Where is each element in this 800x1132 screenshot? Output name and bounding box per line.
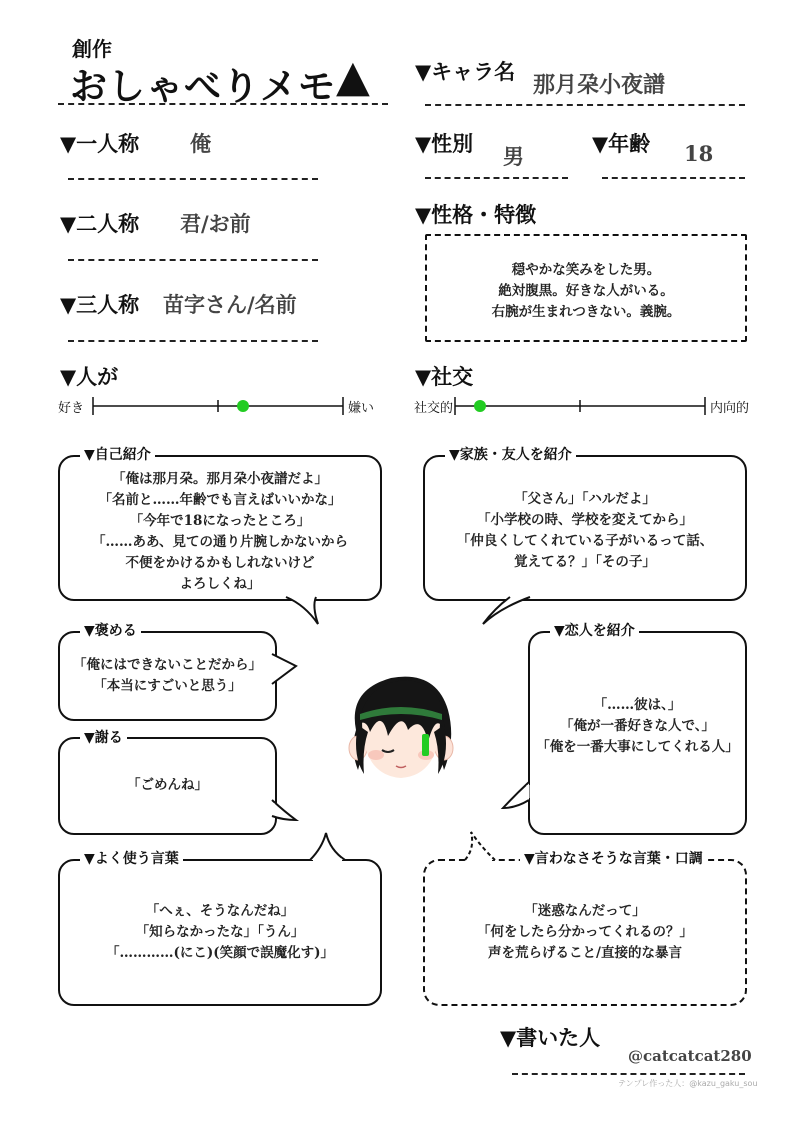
lover-title: ▼恋人を紹介 — [550, 620, 639, 640]
intro-text: 「俺は那月朶。那月朶小夜譜だよ」 「名前と……年齢でも言えばいいかな」 「今年で18になったところ」 「……ああ、見ての通り片腕しかないから 不便をかけるかもしれないけど よろしくね」 — [92, 471, 348, 592]
character-portrait — [336, 670, 466, 790]
header-triangle: ▲ — [336, 51, 370, 102]
gender-value: 男 — [503, 144, 524, 169]
family-text: 「父さん」「ハルだよ」 「小学校の時、学校を変えてから」 「仲良くしてくれている子がいるって話、 覚えてる？」「その子」 — [456, 491, 714, 570]
never-text: 「迷惑なんだって」 「何をしたら分かってくれるの？」 声を荒らげること/直接的な暴言 — [477, 903, 693, 961]
third-person-label: ▼三人称 — [60, 293, 140, 317]
people-scale-label: ▼人が — [60, 365, 119, 389]
first-person-value: 俺 — [190, 131, 211, 156]
apology-text: 「ごめんね」 — [127, 777, 208, 793]
author-label: ▼書いた人 — [500, 1026, 601, 1050]
lover-text: 「……彼は、」 「俺が一番好きな人で、」 「俺を一番大事にしてくれる人」 — [536, 697, 739, 755]
praise-text: 「俺にはできないことだから」 「本当にすごいと思う」 — [73, 657, 262, 694]
people-scale-right: 嫌い — [348, 401, 375, 416]
age-value: 18 — [684, 141, 714, 166]
common-title: ▼よく使う言葉 — [80, 848, 183, 868]
first-person-label: ▼一人称 — [60, 132, 140, 156]
social-scale-right: 内向的 — [710, 401, 750, 416]
header-title: おしゃべりメモ — [70, 65, 336, 108]
social-scale-left: 社交的 — [414, 401, 454, 416]
author-divider — [512, 1073, 745, 1075]
praise-title: ▼褒める — [80, 620, 141, 640]
template-credit: テンプレ作った人：@kazu_gaku_sou — [618, 1079, 758, 1088]
gender-label: ▼性別 — [415, 132, 474, 156]
common-text: 「へぇ、そうなんだね」 「知らなかったな」「うん」 「…………(にこ)(笑顔で誤魔化す)」 — [105, 903, 335, 961]
name-label: ▼キャラ名 — [415, 60, 516, 84]
traits-text: 穏やかな笑みをした男。 絶対腹黒。好きな人がいる。 右腕が生まれつきない。義腕。 — [491, 262, 681, 320]
author-handle: @catcatcat280 — [628, 1047, 752, 1065]
never-title: ▼言わなさそうな言葉・口調 — [520, 848, 707, 868]
age-label: ▼年齢 — [592, 132, 651, 156]
second-person-label: ▼二人称 — [60, 212, 140, 236]
intro-title: ▼自己紹介 — [80, 444, 155, 464]
apology-title: ▼謝る — [80, 727, 127, 747]
name-value: 那月朶小夜譜 — [533, 72, 666, 98]
traits-label: ▼性格・特徴 — [415, 203, 537, 227]
second-person-value: 君/お前 — [180, 211, 251, 236]
family-title: ▼家族・友人を紹介 — [445, 444, 576, 464]
social-scale-label: ▼社交 — [415, 365, 474, 389]
people-scale-left: 好き — [58, 401, 85, 416]
third-person-value: 苗字さん/名前 — [163, 292, 297, 317]
header-subtitle: 創作 — [72, 37, 112, 61]
